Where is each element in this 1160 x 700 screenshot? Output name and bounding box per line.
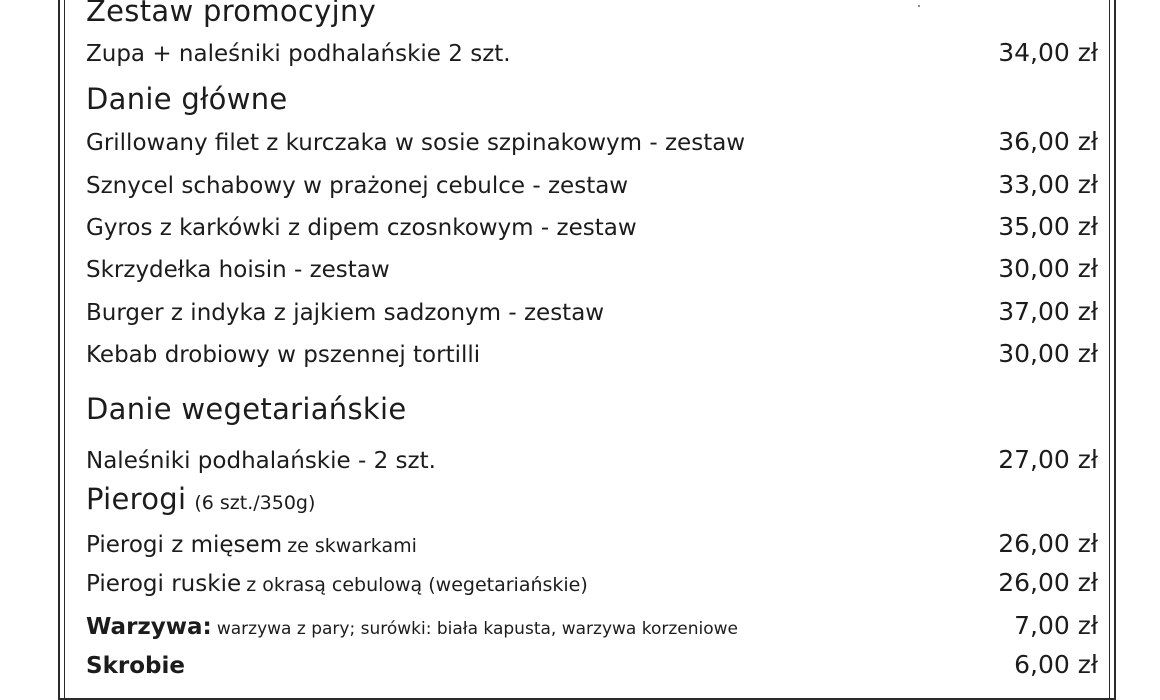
menu-item-row <box>86 297 1098 326</box>
extras-label: Warzywa: <box>86 614 212 640</box>
menu-item-price: 27,00 zł <box>998 445 1098 474</box>
section-title: Danie wegetariańskie <box>86 392 407 426</box>
menu-item-price: 36,00 zł <box>998 127 1098 156</box>
menu-item-detail: z okrasą cebulową (wegetariańskie) <box>246 574 588 596</box>
menu-item-row <box>86 568 1098 597</box>
section-heading-main <box>86 82 1098 116</box>
menu-item-name: Pierogi z mięsem <box>86 532 283 558</box>
menu-item-name: Zupa + naleśniki podhalańskie 2 szt. <box>86 41 511 67</box>
menu-item-row <box>86 127 1098 156</box>
section-title: Danie główne <box>86 82 288 116</box>
menu-item-name: Kebab drobiowy w pszennej tortilli <box>86 342 481 368</box>
extras-row <box>86 611 1098 640</box>
menu-item-row <box>86 38 1098 67</box>
menu-item-name: Gyros z karkówki z dipem czosnkowym - zestaw <box>86 215 637 241</box>
menu-item-price: 26,00 zł <box>998 529 1098 558</box>
menu-item-price: 30,00 zł <box>998 254 1098 283</box>
menu-item-name: Sznycel schabowy w prażonej cebulce - zestaw <box>86 173 629 199</box>
menu-item-price: 34,00 zł <box>998 38 1098 67</box>
extras-price: 6,00 zł <box>1014 650 1098 679</box>
menu-item-name: Burger z indyka z jajkiem sadzonym - zestaw <box>86 300 605 326</box>
menu-item-row <box>86 170 1098 199</box>
section-subtitle: (6 szt./350g) <box>194 492 316 514</box>
extras-detail: warzywa z pary; surówki: biała kapusta, warzywa korzeniowe <box>216 619 738 639</box>
menu-item-price: 30,00 zł <box>998 339 1098 368</box>
menu-item-name: Grillowany filet z kurczaka w sosie szpinakowym - zestaw <box>86 130 746 156</box>
menu-item-name: Pierogi ruskie <box>86 571 242 597</box>
extras-price: 7,00 zł <box>1014 611 1098 640</box>
menu-item-price: 35,00 zł <box>998 212 1098 241</box>
menu-item-row <box>86 254 1098 283</box>
menu-item-row <box>86 212 1098 241</box>
menu-item-price: 33,00 zł <box>998 170 1098 199</box>
menu-item-row <box>86 529 1098 558</box>
section-heading-pierogi <box>86 482 1098 516</box>
menu-item-row <box>86 445 1098 474</box>
menu-item-price: 26,00 zł <box>998 568 1098 597</box>
menu-item-price: 37,00 zł <box>998 297 1098 326</box>
menu-item-name: Naleśniki podhalańskie - 2 szt. <box>86 448 436 474</box>
menu-item-row <box>86 339 1098 368</box>
section-title: Pierogi <box>86 482 187 516</box>
section-heading-vegetarian <box>86 392 1098 426</box>
section-title: Zestaw promocyjny <box>86 0 377 28</box>
extras-label: Skrobie <box>86 653 185 679</box>
menu-item-detail: ze skwarkami <box>287 535 417 557</box>
menu-item-name: Skrzydełka hoisin - zestaw <box>86 257 390 283</box>
section-heading-promo <box>86 0 1098 28</box>
